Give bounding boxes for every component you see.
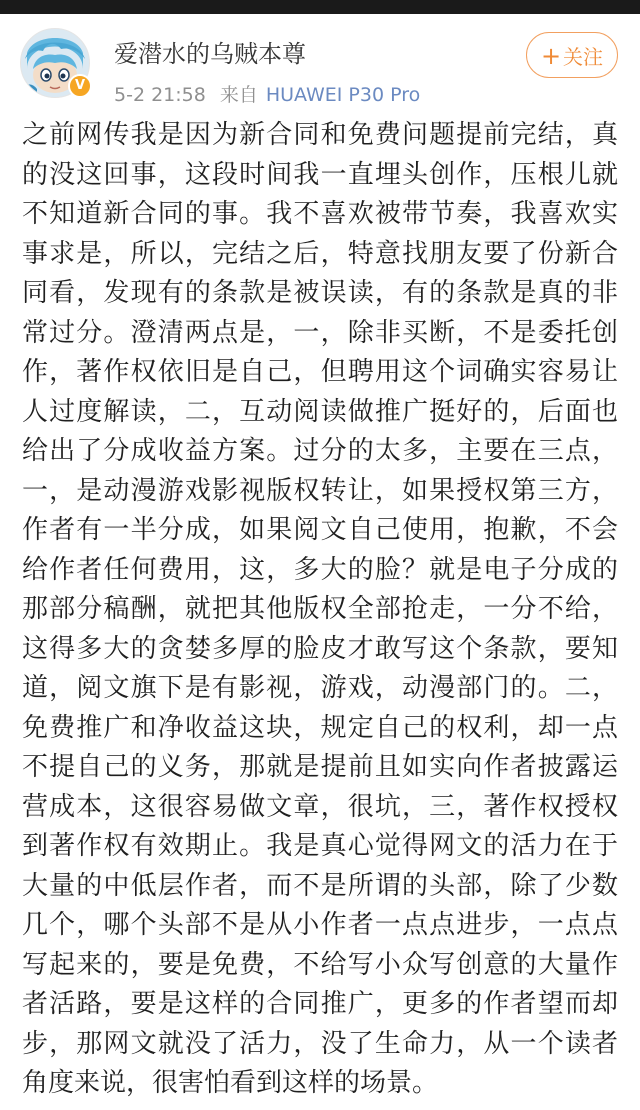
device-name[interactable]: HUAWEI P30 Pro [265,84,421,106]
username[interactable]: 爱潜水的乌贼本尊 [114,40,306,68]
avatar[interactable] [20,28,92,100]
post-header [20,26,620,106]
top-status-strip [0,0,640,14]
verified-badge-icon: V [68,74,92,98]
post-meta [114,80,420,107]
follow-button-label: 关注 [563,45,604,69]
plus-icon: + [540,42,562,70]
post-text: 之前网传我是因为新合同和免费问题提前完结，真的没这回事，这段时间我一直埋头创作，压根儿就不知道新合同的事。我不喜欢被带节奏，我喜欢实事求是，所以，完结之后，特意找朋友要了份新合同看，发现有的条款是被误读，有的条款是真的非常过分。澄清两点是，一，除非买断，不是委托创作，著作权依旧是自己，但聘用这个词确实容易让人过度解读，二，互动阅读做推广挺好的，后面也给出了分成收益方案。过分的太多，主要在三点，一，是动漫游戏影视版权转让，如果授权第三方，作者有一半分成，如果阅文自己使用，抱歉，不会给作者任何费用，这，多大的脸？就是电子分成的那部分稿酬，就把其他版权全部抢走，一分不给，这得多大的贪婪多厚的脸皮才敢写这个条款，要知道，阅文旗下是有影视，游戏，动漫部门的。二，免费推广和净收益这块，规定自己的权利，却一点不提自己的义务，那就是提前且如实向作者披露运营成本，这很容易做文章，很坑，三，著作权授权到著作权有效期止。我是真心觉得网文的活力在于大量的中低层作者，而不是所谓的头部，除了少数几个，哪个头部不是从小作者一点点进步，一点点写起来的，要是免费，不给写小众写创意的大量作者活路，要是这样的合同推广，更多的作者望而却步，那网文就没了活力，没了生命力，从一个读者角度来说，很害怕看到这样的场景。 [22,120,618,1098]
post-timestamp: 5-2 21:58 [114,84,206,106]
weibo-post-card [0,14,640,1110]
follow-button[interactable] [526,32,618,78]
source-label: 来自 [219,84,258,106]
